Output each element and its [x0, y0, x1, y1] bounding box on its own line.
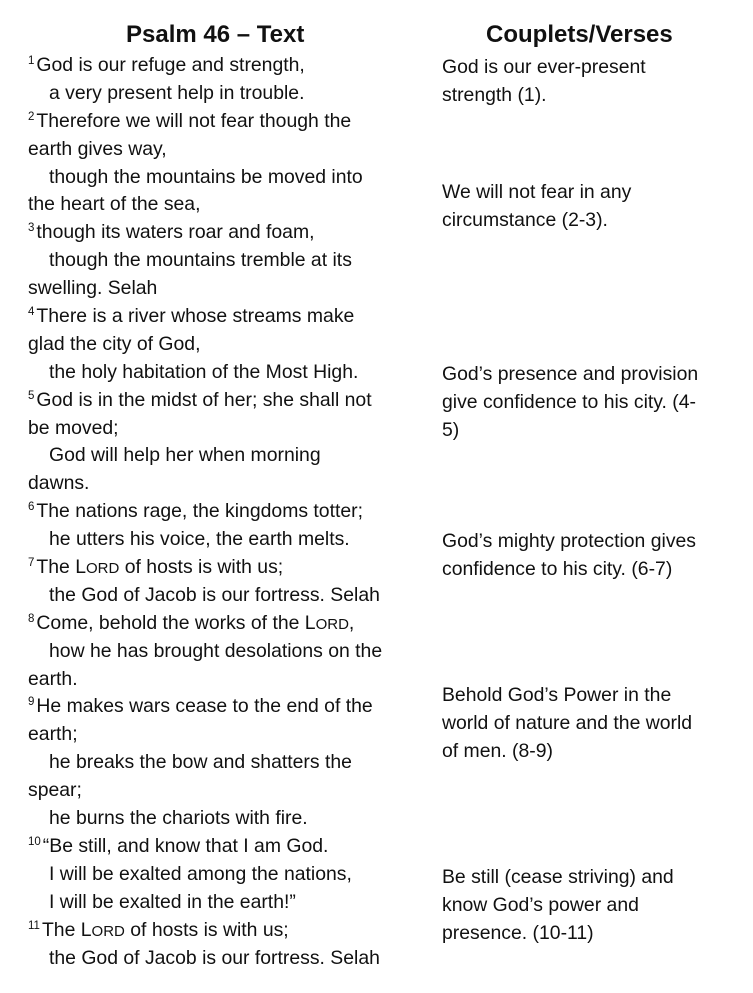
line-text: dawns.: [28, 472, 90, 495]
couplet-summary-1: [442, 54, 742, 110]
psalm-text-column: [28, 52, 428, 972]
line-text: “Be still, and know that I am God.: [42, 834, 329, 857]
line-text: The L: [41, 918, 92, 941]
line-text: of hosts is with us;: [124, 918, 289, 941]
line-text: There is a river whose streams make: [36, 305, 355, 328]
couplet-summary-3: [442, 361, 742, 445]
verse-number: 1: [28, 55, 35, 67]
psalm-line: [28, 666, 428, 694]
line-text: God is our refuge and strength,: [36, 54, 305, 76]
couplet-summary-5: [442, 682, 742, 766]
psalm-line: [28, 219, 428, 247]
psalm-line: [28, 247, 428, 275]
small-caps-lord: ORD: [91, 922, 125, 940]
psalm-line: [28, 554, 428, 582]
line-text: though the mountains tremble at its: [49, 249, 352, 272]
psalm-line: [28, 108, 428, 136]
summary-line: 5): [442, 418, 460, 441]
psalm-line: [28, 136, 428, 164]
verse-number: 10: [28, 835, 41, 848]
line-text: a very present help in trouble.: [49, 81, 305, 104]
psalm-line: [28, 331, 428, 359]
psalm-line: [28, 498, 428, 526]
summary-line: We will not fear in any: [442, 181, 632, 203]
psalm-line: [28, 945, 428, 973]
verse-number: 2: [28, 110, 35, 123]
summary-line: give confidence to his city. (4-: [442, 390, 696, 413]
summary-line: confidence to his city. (6-7): [442, 557, 673, 580]
small-caps-lord: ORD: [315, 615, 349, 633]
psalm-line: [28, 52, 428, 80]
couplet-summary-6: [442, 864, 742, 948]
psalm-line: [28, 777, 428, 805]
line-text: He makes wars cease to the end of the: [36, 695, 373, 718]
summary-line: world of nature and the world: [442, 711, 693, 734]
summary-line: Be still (cease striving) and: [442, 866, 674, 888]
line-text: God is in the midst of her; she shall not: [36, 388, 372, 411]
psalm-line: [28, 191, 428, 219]
line-text: though the mountains be moved into: [49, 165, 363, 188]
line-text: how he has brought desolations on the: [49, 639, 383, 662]
psalm-line: [28, 387, 428, 415]
couplet-summary-2: [442, 179, 742, 235]
summary-line: of men. (8-9): [442, 739, 553, 762]
line-text: the God of Jacob is our fortress. Selah: [49, 583, 380, 606]
summary-line: strength (1).: [442, 83, 547, 106]
psalm-line: [28, 917, 428, 945]
verse-number: 8: [28, 612, 35, 625]
verse-number: 11: [28, 919, 40, 932]
verse-number: 9: [28, 696, 35, 709]
line-text: he utters his voice, the earth melts.: [49, 528, 350, 551]
psalm-line: [28, 638, 428, 666]
line-text: spear;: [28, 779, 82, 802]
summary-line: God’s mighty protection gives: [442, 530, 697, 552]
psalm-line: [28, 610, 428, 638]
psalm-line: [28, 470, 428, 498]
summary-line: presence. (10-11): [442, 921, 594, 944]
line-text: the heart of the sea,: [28, 193, 201, 216]
line-text: the holy habitation of the Most High.: [49, 360, 359, 383]
psalm-line: [28, 693, 428, 721]
verse-number: 3: [28, 222, 35, 235]
psalm-line: [28, 359, 428, 387]
summary-line: God is our ever-present: [442, 56, 646, 78]
psalm-text-heading: Psalm 46 – Text: [126, 21, 305, 48]
line-text: he burns the chariots with fire.: [49, 807, 308, 830]
psalm-line: [28, 303, 428, 331]
psalm-line: [28, 861, 428, 889]
line-text: he breaks the bow and shatters the: [49, 751, 352, 774]
summary-line: know God’s power and: [442, 893, 639, 916]
verse-number: 4: [28, 306, 35, 319]
psalm-line: [28, 164, 428, 192]
line-text: I will be exalted in the earth!”: [49, 890, 296, 913]
psalm-line: [28, 442, 428, 470]
line-text: I will be exalted among the nations,: [49, 862, 352, 885]
line-text: Therefore we will not fear though the: [36, 109, 352, 132]
summary-line: Behold God’s Power in the: [442, 684, 672, 706]
line-text: earth.: [28, 667, 78, 690]
psalm-line: [28, 833, 428, 861]
psalm-line: [28, 805, 428, 833]
psalm-line: [28, 721, 428, 749]
psalm-line: [28, 889, 428, 917]
line-text: The L: [36, 556, 86, 579]
small-caps-lord: ORD: [86, 560, 120, 578]
line-text: Come, behold the works of the L: [36, 611, 316, 634]
couplet-summary-4: [442, 528, 742, 584]
line-text: The nations rage, the kingdoms totter;: [36, 500, 363, 523]
psalm-line: [28, 415, 428, 443]
verse-number: 6: [28, 501, 35, 514]
line-text: ,: [348, 611, 355, 634]
verse-number: 5: [28, 389, 35, 402]
psalm-line: [28, 582, 428, 610]
psalm-line: [28, 275, 428, 303]
summary-line: God’s presence and provision: [442, 363, 699, 385]
line-text: earth gives way,: [28, 137, 167, 160]
line-text: earth;: [28, 723, 78, 746]
line-text: be moved;: [28, 416, 119, 439]
line-text: God will help her when morning: [49, 444, 321, 467]
couplets-verses-heading: Couplets/Verses: [486, 21, 673, 48]
line-text: of hosts is with us;: [119, 556, 284, 579]
line-text: glad the city of God,: [28, 332, 201, 355]
line-text: swelling. Selah: [28, 277, 158, 300]
psalm-line: [28, 749, 428, 777]
psalm-line: [28, 526, 428, 554]
verse-number: 7: [28, 557, 35, 570]
line-text: though its waters roar and foam,: [36, 221, 315, 244]
summary-line: circumstance (2-3).: [442, 208, 608, 231]
psalm-line: [28, 80, 428, 108]
line-text: the God of Jacob is our fortress. Selah: [49, 946, 380, 969]
